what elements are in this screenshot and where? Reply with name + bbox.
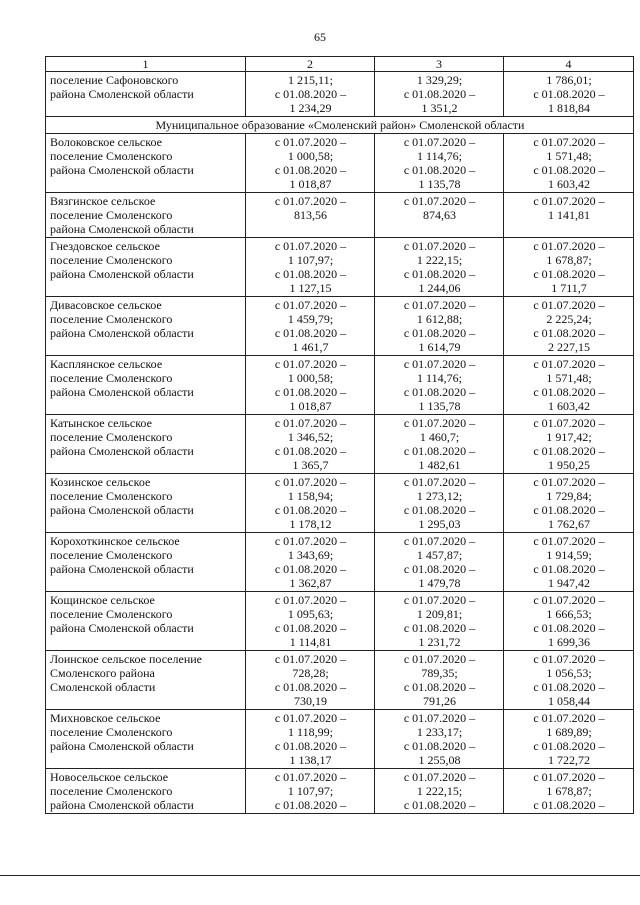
cell-line: 2 225,24; bbox=[546, 312, 592, 326]
cell-line: с 01.07.2020 – bbox=[403, 357, 476, 371]
cell-line: с 01.08.2020 – bbox=[274, 87, 347, 101]
cell-line: Дивасовское сельское bbox=[50, 298, 162, 312]
cell-line: с 01.08.2020 – bbox=[274, 326, 347, 340]
cell-line: с 01.08.2020 – bbox=[403, 87, 476, 101]
cell-line: с 01.07.2020 – bbox=[403, 194, 476, 208]
cell-line: района Смоленской области bbox=[50, 163, 194, 177]
tariff-cell-col3 bbox=[375, 710, 504, 769]
table-row bbox=[46, 710, 634, 769]
tariff-cell-col4 bbox=[504, 193, 634, 238]
cell-line: с 01.08.2020 – bbox=[533, 680, 605, 694]
cell-line: района Смоленской области bbox=[50, 798, 194, 812]
cell-line: поселение Смоленского bbox=[50, 430, 173, 444]
cell-line: 1 244,06 bbox=[418, 281, 461, 295]
cell-line: Михновское сельское bbox=[50, 711, 161, 725]
cell-line: 1 914,59; bbox=[546, 548, 592, 562]
tariff-cell-col4 bbox=[504, 297, 634, 356]
cell-line: с 01.07.2020 – bbox=[533, 475, 605, 489]
cell-line: 1 000,58; bbox=[287, 149, 334, 163]
cell-line: поселение Смоленского bbox=[50, 784, 173, 798]
table-row bbox=[46, 769, 634, 814]
tariff-cell-col3 bbox=[375, 769, 504, 814]
column-header-4: 4 bbox=[504, 57, 634, 72]
cell-line: 1 614,79 bbox=[418, 340, 461, 354]
tariff-cell-col2 bbox=[246, 592, 375, 651]
cell-line: 1 460,7; bbox=[419, 430, 460, 444]
cell-line: с 01.07.2020 – bbox=[403, 416, 476, 430]
tariff-table bbox=[45, 56, 634, 814]
tariff-cell-col2 bbox=[246, 297, 375, 356]
cell-line: 1 233,17; bbox=[416, 725, 463, 739]
cell-line: 1 346,52; bbox=[287, 430, 334, 444]
cell-line: поселение Смоленского bbox=[50, 725, 173, 739]
cell-line: с 01.08.2020 – bbox=[533, 739, 605, 753]
tariff-cell-col3 bbox=[375, 193, 504, 238]
cell-line: района Смоленской области bbox=[50, 562, 194, 576]
cell-line: с 01.08.2020 – bbox=[403, 267, 476, 281]
cell-line: 1 818,84 bbox=[548, 101, 590, 115]
cell-line: с 01.07.2020 – bbox=[274, 416, 347, 430]
cell-line: Новосельское сельское bbox=[50, 770, 169, 784]
cell-line: поселение Смоленского bbox=[50, 548, 173, 562]
cell-line: с 01.07.2020 – bbox=[403, 135, 476, 149]
table-row bbox=[46, 651, 634, 710]
tariff-cell-col3 bbox=[375, 474, 504, 533]
tariff-cell-col3 bbox=[375, 415, 504, 474]
cell-line: с 01.08.2020 – bbox=[533, 562, 605, 576]
cell-line: района Смоленской области bbox=[50, 222, 194, 236]
cell-line: Корохоткинское сельское bbox=[50, 534, 180, 548]
settlement-name-cell bbox=[46, 134, 246, 193]
cell-line: 1 457,87; bbox=[416, 548, 463, 562]
cell-line: поселение Смоленского bbox=[50, 253, 173, 267]
settlement-name-cell bbox=[46, 592, 246, 651]
settlement-name-cell bbox=[46, 72, 246, 117]
cell-line: 1 135,78 bbox=[418, 399, 461, 413]
cell-line: 1 107,97; bbox=[287, 253, 334, 267]
table-body bbox=[46, 72, 634, 814]
tariff-cell-col2 bbox=[246, 415, 375, 474]
cell-line: с 01.08.2020 – bbox=[533, 385, 605, 399]
tariff-cell-col3 bbox=[375, 356, 504, 415]
table-row bbox=[46, 474, 634, 533]
cell-line: с 01.07.2020 – bbox=[403, 239, 476, 253]
tariff-cell-col3 bbox=[375, 297, 504, 356]
table-row bbox=[46, 356, 634, 415]
section-title: Муниципальное образование «Смоленский район» Смоленской области bbox=[46, 117, 634, 134]
tariff-cell-col3 bbox=[375, 238, 504, 297]
cell-line: 1 222,15; bbox=[416, 784, 463, 798]
cell-line: района Смоленской области bbox=[50, 503, 194, 517]
cell-line: 1 947,42 bbox=[548, 576, 590, 590]
cell-line: 1 114,76; bbox=[417, 371, 462, 385]
cell-line: с 01.07.2020 – bbox=[403, 475, 476, 489]
cell-line: 728,28; bbox=[292, 666, 329, 680]
cell-line: 1 459,79; bbox=[287, 312, 334, 326]
tariff-cell-col4 bbox=[504, 592, 634, 651]
cell-line: 1 711,7 bbox=[551, 281, 587, 295]
cell-line: с 01.08.2020 – bbox=[403, 385, 476, 399]
tariff-cell-col3 bbox=[375, 134, 504, 193]
tariff-cell-col2 bbox=[246, 356, 375, 415]
cell-line: 1 678,87; bbox=[546, 784, 592, 798]
cell-line: Козинское сельское bbox=[50, 475, 151, 489]
cell-line: с 01.08.2020 – bbox=[403, 163, 476, 177]
cell-line: 1 056,53; bbox=[546, 666, 592, 680]
table-row bbox=[46, 297, 634, 356]
cell-line: 1 571,48; bbox=[546, 149, 592, 163]
cell-line: 1 273,12; bbox=[416, 489, 463, 503]
cell-line: 1 141,81 bbox=[548, 208, 590, 222]
cell-line: 1 950,25 bbox=[548, 458, 590, 472]
cell-line: 730,19 bbox=[294, 694, 327, 708]
cell-line: с 01.07.2020 – bbox=[274, 593, 347, 607]
cell-line: района Смоленской области bbox=[50, 267, 194, 281]
cell-line: поселение Смоленского bbox=[50, 312, 173, 326]
section-title-row bbox=[46, 117, 634, 134]
cell-line: Вязгинское сельское bbox=[50, 194, 156, 208]
cell-line: с 01.07.2020 – bbox=[274, 194, 347, 208]
cell-line: 1 603,42 bbox=[548, 177, 590, 191]
cell-line: 1 178,12 bbox=[289, 517, 332, 531]
tariff-cell-col2 bbox=[246, 769, 375, 814]
table-row bbox=[46, 592, 634, 651]
cell-line: Волоковское сельское bbox=[50, 135, 162, 149]
cell-line: с 01.07.2020 – bbox=[533, 194, 605, 208]
tariff-cell-col3 bbox=[375, 533, 504, 592]
cell-line: 1 603,42 bbox=[548, 399, 590, 413]
cell-line: с 01.08.2020 – bbox=[274, 163, 347, 177]
cell-line: Смоленской области bbox=[50, 680, 156, 694]
cell-line: с 01.07.2020 – bbox=[403, 534, 476, 548]
tariff-cell-col4 bbox=[504, 134, 634, 193]
cell-line: 1 678,87; bbox=[546, 253, 592, 267]
cell-line: района Смоленской области bbox=[50, 739, 194, 753]
tariff-cell-col4 bbox=[504, 238, 634, 297]
table-row bbox=[46, 134, 634, 193]
cell-line: 1 482,61 bbox=[418, 458, 461, 472]
cell-line: с 01.08.2020 – bbox=[403, 798, 476, 812]
cell-line: с 01.07.2020 – bbox=[403, 770, 476, 784]
settlement-name-cell bbox=[46, 651, 246, 710]
cell-line: Касплянское сельское bbox=[50, 357, 163, 371]
cell-line: с 01.08.2020 – bbox=[274, 739, 347, 753]
tariff-cell-col2 bbox=[246, 710, 375, 769]
cell-line: с 01.07.2020 – bbox=[274, 135, 347, 149]
cell-line: с 01.08.2020 – bbox=[403, 326, 476, 340]
tariff-cell-col3 bbox=[375, 651, 504, 710]
column-header-3: 3 bbox=[375, 57, 504, 72]
tariff-cell-col4 bbox=[504, 533, 634, 592]
cell-line: с 01.07.2020 – bbox=[533, 770, 605, 784]
cell-line: с 01.08.2020 – bbox=[403, 680, 476, 694]
cell-line: с 01.07.2020 – bbox=[533, 711, 605, 725]
cell-line: с 01.07.2020 – bbox=[274, 475, 347, 489]
cell-line: 1 699,36 bbox=[548, 635, 590, 649]
cell-line: с 01.08.2020 – bbox=[533, 326, 605, 340]
cell-line: с 01.08.2020 – bbox=[403, 739, 476, 753]
cell-line: с 01.07.2020 – bbox=[274, 239, 347, 253]
cell-line: 1 729,84; bbox=[546, 489, 592, 503]
settlement-name-cell bbox=[46, 474, 246, 533]
tariff-cell-col4 bbox=[504, 474, 634, 533]
cell-line: поселение Смоленского bbox=[50, 371, 173, 385]
cell-line: с 01.07.2020 – bbox=[403, 298, 476, 312]
cell-line: с 01.08.2020 – bbox=[403, 503, 476, 517]
cell-line: 1 118,99; bbox=[288, 725, 333, 739]
cell-line: 1 095,63; bbox=[287, 607, 334, 621]
table-row bbox=[46, 72, 634, 117]
cell-line: 1 329,29; bbox=[416, 73, 463, 87]
tariff-cell-col2 bbox=[246, 238, 375, 297]
cell-line: с 01.08.2020 – bbox=[403, 562, 476, 576]
cell-line: 1 135,78 bbox=[418, 177, 461, 191]
cell-line: 1 343,69; bbox=[287, 548, 334, 562]
cell-line: с 01.08.2020 – bbox=[274, 385, 347, 399]
cell-line: с 01.08.2020 – bbox=[274, 444, 347, 458]
cell-line: 1 689,89; bbox=[546, 725, 592, 739]
tariff-cell-col4 bbox=[504, 72, 634, 117]
tariff-cell-col2 bbox=[246, 72, 375, 117]
cell-line: 874,63 bbox=[423, 208, 456, 222]
cell-line: с 01.08.2020 – bbox=[533, 621, 605, 635]
settlement-name-cell bbox=[46, 356, 246, 415]
cell-line: Кощинское сельское bbox=[50, 593, 155, 607]
table-row bbox=[46, 415, 634, 474]
settlement-name-cell bbox=[46, 415, 246, 474]
cell-line: 2 227,15 bbox=[548, 340, 590, 354]
cell-line: с 01.08.2020 – bbox=[274, 621, 347, 635]
cell-line: 1 209,81; bbox=[416, 607, 463, 621]
cell-line: 1 571,48; bbox=[546, 371, 592, 385]
cell-line: с 01.07.2020 – bbox=[533, 298, 605, 312]
cell-line: 1 255,08 bbox=[418, 753, 461, 767]
cell-line: 1 762,67 bbox=[548, 517, 590, 531]
cell-line: с 01.08.2020 – bbox=[533, 503, 605, 517]
page-number: 65 bbox=[314, 30, 326, 44]
tariff-cell-col4 bbox=[504, 651, 634, 710]
table-header-row bbox=[46, 57, 634, 72]
cell-line: с 01.07.2020 – bbox=[274, 357, 347, 371]
cell-line: 1 114,76; bbox=[417, 149, 462, 163]
column-header-2: 2 bbox=[246, 57, 375, 72]
cell-line: с 01.08.2020 – bbox=[274, 562, 347, 576]
cell-line: с 01.08.2020 – bbox=[274, 267, 347, 281]
cell-line: района Смоленской области bbox=[50, 326, 194, 340]
tariff-cell-col2 bbox=[246, 193, 375, 238]
cell-line: с 01.07.2020 – bbox=[533, 652, 605, 666]
cell-line: поселение Смоленского bbox=[50, 149, 173, 163]
settlement-name-cell bbox=[46, 193, 246, 238]
cell-line: Гнездовское сельское bbox=[50, 239, 160, 253]
cell-line: 791,26 bbox=[423, 694, 456, 708]
settlement-name-cell bbox=[46, 297, 246, 356]
cell-line: 1 222,15; bbox=[416, 253, 463, 267]
cell-line: 1 479,78 bbox=[418, 576, 461, 590]
cell-line: с 01.08.2020 – bbox=[274, 798, 347, 812]
cell-line: с 01.07.2020 – bbox=[533, 416, 605, 430]
cell-line: 1 362,87 bbox=[289, 576, 332, 590]
tariff-cell-col4 bbox=[504, 710, 634, 769]
cell-line: района Смоленской области bbox=[50, 621, 194, 635]
cell-line: 1 234,29 bbox=[289, 101, 332, 115]
cell-line: с 01.08.2020 – bbox=[274, 503, 347, 517]
cell-line: с 01.08.2020 – bbox=[403, 621, 476, 635]
table-row bbox=[46, 238, 634, 297]
cell-line: с 01.07.2020 – bbox=[403, 593, 476, 607]
tariff-cell-col4 bbox=[504, 356, 634, 415]
cell-line: с 01.08.2020 – bbox=[533, 87, 605, 101]
cell-line: с 01.08.2020 – bbox=[533, 163, 605, 177]
cell-line: с 01.08.2020 – bbox=[274, 680, 347, 694]
settlement-name-cell bbox=[46, 533, 246, 592]
cell-line: с 01.08.2020 – bbox=[533, 444, 605, 458]
table-row bbox=[46, 533, 634, 592]
cell-line: 1 058,44 bbox=[548, 694, 590, 708]
cell-line: с 01.07.2020 – bbox=[403, 652, 476, 666]
cell-line: с 01.07.2020 – bbox=[274, 298, 347, 312]
settlement-name-cell bbox=[46, 769, 246, 814]
cell-line: с 01.07.2020 – bbox=[533, 534, 605, 548]
cell-line: 1 786,01; bbox=[546, 73, 592, 87]
settlement-name-cell bbox=[46, 710, 246, 769]
tariff-cell-col4 bbox=[504, 415, 634, 474]
cell-line: 1 612,88; bbox=[416, 312, 463, 326]
cell-line: с 01.08.2020 – bbox=[403, 444, 476, 458]
cell-line: с 01.07.2020 – bbox=[274, 652, 347, 666]
cell-line: 813,56 bbox=[294, 208, 327, 222]
cell-line: 789,35; bbox=[421, 666, 458, 680]
cell-line: с 01.07.2020 – bbox=[274, 534, 347, 548]
cell-line: 1 917,42; bbox=[546, 430, 592, 444]
cell-line: поселение Сафоновского bbox=[50, 73, 179, 87]
cell-line: 1 351,2 bbox=[421, 101, 458, 115]
cell-line: Лоинское сельское поселение bbox=[50, 652, 202, 666]
tariff-cell-col3 bbox=[375, 72, 504, 117]
cell-line: района Смоленской области bbox=[50, 87, 194, 101]
cell-line: 1 666,53; bbox=[546, 607, 592, 621]
cell-line: 1 158,94; bbox=[287, 489, 334, 503]
cell-line: района Смоленской области bbox=[50, 385, 194, 399]
cell-line: с 01.08.2020 – bbox=[533, 267, 605, 281]
cell-line: 1 231,72 bbox=[418, 635, 461, 649]
cell-line: 1 722,72 bbox=[548, 753, 590, 767]
cell-line: 1 138,17 bbox=[289, 753, 332, 767]
tariff-cell-col2 bbox=[246, 651, 375, 710]
tariff-cell-col2 bbox=[246, 474, 375, 533]
cell-line: района Смоленской области bbox=[50, 444, 194, 458]
cell-line: с 01.07.2020 – bbox=[274, 770, 347, 784]
cell-line: поселение Смоленского bbox=[50, 208, 173, 222]
cell-line: 1 215,11; bbox=[288, 73, 333, 87]
cell-line: Катынское сельское bbox=[50, 416, 152, 430]
tariff-cell-col2 bbox=[246, 134, 375, 193]
cell-line: поселение Смоленского bbox=[50, 489, 173, 503]
cell-line: 1 114,81 bbox=[289, 635, 332, 649]
cell-line: 1 000,58; bbox=[287, 371, 334, 385]
settlement-name-cell bbox=[46, 238, 246, 297]
cell-line: с 01.07.2020 – bbox=[533, 593, 605, 607]
tariff-cell-col3 bbox=[375, 592, 504, 651]
cell-line: 1 365,7 bbox=[292, 458, 329, 472]
cell-line: 1 461,7 bbox=[292, 340, 329, 354]
cell-line: с 01.07.2020 – bbox=[403, 711, 476, 725]
cell-line: с 01.07.2020 – bbox=[533, 239, 605, 253]
table-row bbox=[46, 193, 634, 238]
cell-line: Смоленского района bbox=[50, 666, 155, 680]
cell-line: с 01.07.2020 – bbox=[533, 135, 605, 149]
cell-line: 1 127,15 bbox=[289, 281, 332, 295]
cell-line: с 01.08.2020 – bbox=[533, 798, 605, 812]
cell-line: поселение Смоленского bbox=[50, 607, 173, 621]
column-header-1: 1 bbox=[46, 57, 246, 72]
tariff-cell-col4 bbox=[504, 769, 634, 814]
cell-line: 1 018,87 bbox=[289, 399, 332, 413]
tariff-cell-col2 bbox=[246, 533, 375, 592]
cell-line: 1 295,03 bbox=[418, 517, 461, 531]
cell-line: с 01.07.2020 – bbox=[274, 711, 347, 725]
bottom-rule bbox=[0, 875, 640, 876]
cell-line: 1 107,97; bbox=[287, 784, 334, 798]
cell-line: 1 018,87 bbox=[289, 177, 332, 191]
cell-line: с 01.07.2020 – bbox=[533, 357, 605, 371]
